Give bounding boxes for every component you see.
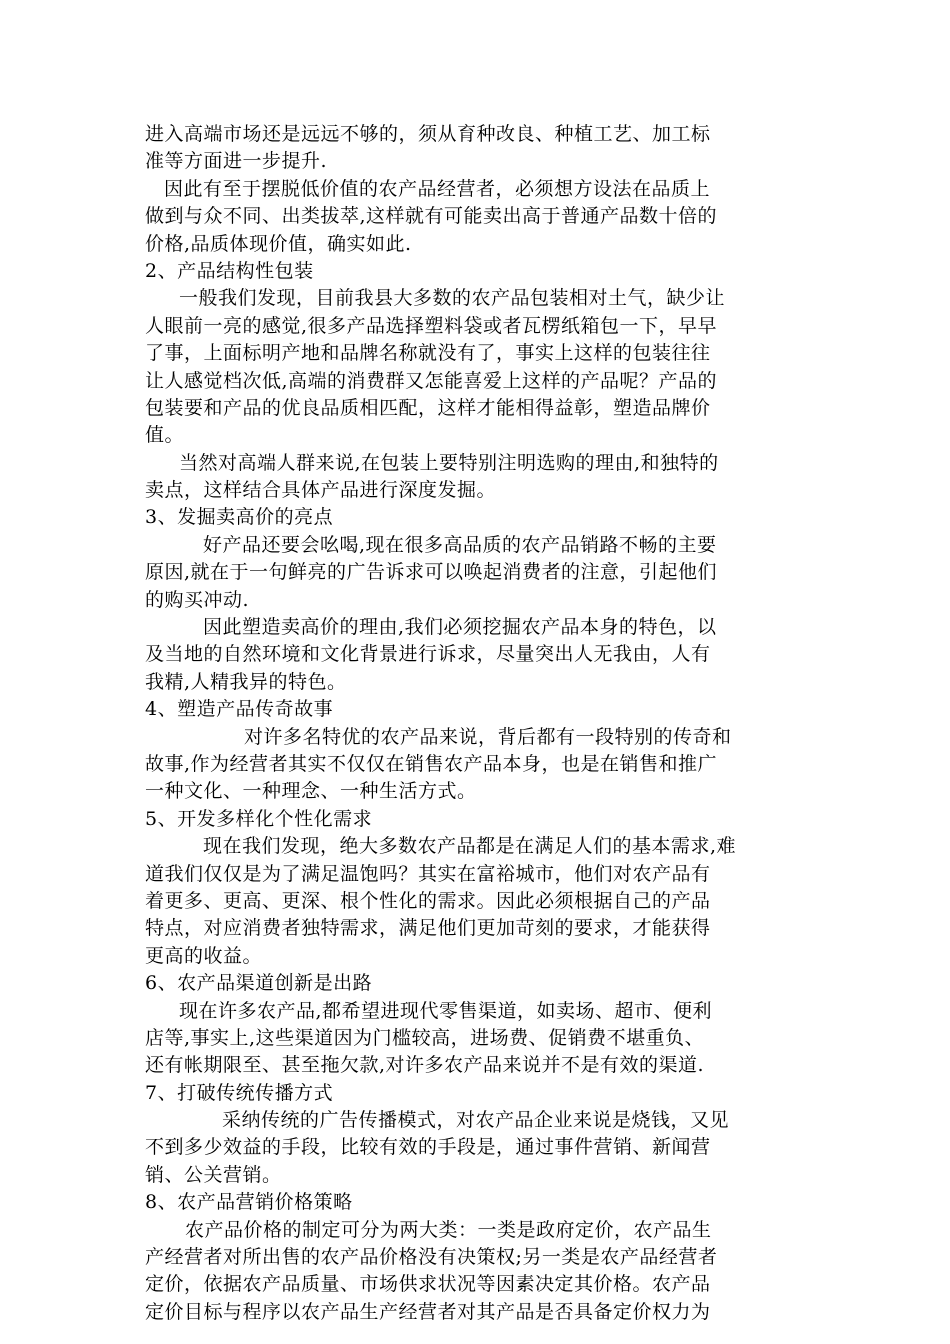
text-line: 采纳传统的广告传播模式，对农产品企业来说是烧钱，又见 (222, 1109, 730, 1132)
text-line: 故事,作为经营者其实不仅仅在销售农产品本身，也是在销售和推广 (145, 752, 718, 775)
text-line: 不到多少效益的手段，比较有效的手段是，通过事件营销、新闻营 (145, 1136, 711, 1159)
text-line: 好产品还要会吆喝,现在很多高品质的农产品销路不畅的主要 (203, 533, 717, 556)
text-line: 一般我们发现，目前我县大多数的农产品包装相对土气，缺少让 (179, 287, 726, 310)
text-line: 销、公关营销。 (145, 1163, 282, 1186)
text-line: 了事，上面标明产地和品牌名称就没有了，事实上这样的包装往往 (145, 342, 711, 365)
text-line: 对许多名特优的农产品来说，背后都有一段特别的传奇和 (244, 725, 732, 748)
text-line: 准等方面进一步提升. (145, 150, 328, 173)
text-line: 及当地的自然环境和文化背景进行诉求，尽量突出人无我由，人有 (145, 643, 711, 666)
text-line: 特点，对应消费者独特需求，满足他们更加苛刻的要求，才能获得 (145, 917, 711, 940)
section-heading: 7、打破传统传播方式 (145, 1081, 334, 1104)
text-line: 还有帐期限至、甚至拖欠款,对许多农产品来说并不是有效的渠道. (145, 1054, 705, 1077)
text-line: 我精,人精我异的特色。 (145, 670, 347, 693)
text-line: 更高的收益。 (145, 944, 263, 967)
text-line: 农产品价格的制定可分为两大类：一类是政府定价，农产品生 (185, 1218, 712, 1241)
section-heading: 3、发掘卖高价的亮点 (145, 506, 334, 529)
text-line: 道我们仅仅是为了满足温饱吗？其实在富裕城市，他们对农产品有 (145, 862, 711, 885)
text-line: 着更多、更高、更深、根个性化的需求。因此必须根据自己的产品 (145, 889, 711, 912)
text-line: 因此有至于摆脱低价值的农产品经营者，必须想方设法在品质上 (164, 177, 711, 200)
text-line: 卖点，这样结合具体产品进行深度发掘。 (145, 479, 497, 502)
text-line: 现在我们发现，绝大多数农产品都是在满足人们的基本需求,难 (203, 835, 737, 858)
text-line: 的购买冲动. (145, 588, 250, 611)
text-line: 包装要和产品的优良品质相匹配，这样才能相得益彰，塑造品牌价 (145, 396, 711, 419)
text-line: 产经营者对所出售的农产品价格没有决策权;另一类是农产品经营者 (145, 1246, 718, 1269)
text-line: 定价目标与程序以农产品生产经营者对其产品是否具备定价权力为 (145, 1300, 711, 1323)
document-body (145, 121, 810, 1326)
section-heading: 4、塑造产品传奇故事 (145, 698, 334, 721)
section-heading: 2、产品结构性包装 (145, 259, 314, 282)
text-line: 值。 (145, 424, 185, 447)
text-line: 做到与众不同、出类拔萃,这样就有可能卖出高于普通产品数十倍的 (145, 205, 718, 228)
text-line: 因此塑造卖高价的理由,我们必须挖掘农产品本身的特色，以 (203, 616, 717, 639)
text-line: 价格,品质体现价值，确实如此. (145, 232, 412, 255)
text-line: 原因,就在于一句鲜亮的广告诉求可以唤起消费者的注意，引起他们 (145, 561, 718, 584)
text-line: 人眼前一亮的感觉,很多产品选择塑料袋或者瓦楞纸箱包一下，早早 (145, 314, 718, 337)
section-heading: 6、农产品渠道创新是出路 (145, 972, 373, 995)
text-line: 一种文化、一种理念、一种生活方式。 (145, 780, 477, 803)
section-heading: 8、农产品营销价格策略 (145, 1191, 353, 1214)
text-line: 当然对高端人群来说,在包装上要特别注明选购的理由,和独特的 (179, 451, 719, 474)
text-line: 进入高端市场还是远远不够的，须从育种改良、种植工艺、加工标 (145, 123, 711, 145)
text-line: 定价，依据农产品质量、市场供求状况等因素决定其价格。农产品 (145, 1273, 711, 1296)
text-line: 现在许多农产品,都希望进现代零售渠道，如卖场、超市、便利 (179, 999, 713, 1022)
section-heading: 5、开发多样化个性化需求 (145, 807, 373, 830)
text-line: 店等,事实上,这些渠道因为门槛较高，进场费、促销费不堪重负、 (145, 1026, 705, 1049)
text-line: 让人感觉档次低,高端的消费群又怎能喜爱上这样的产品呢？产品的 (145, 369, 718, 392)
